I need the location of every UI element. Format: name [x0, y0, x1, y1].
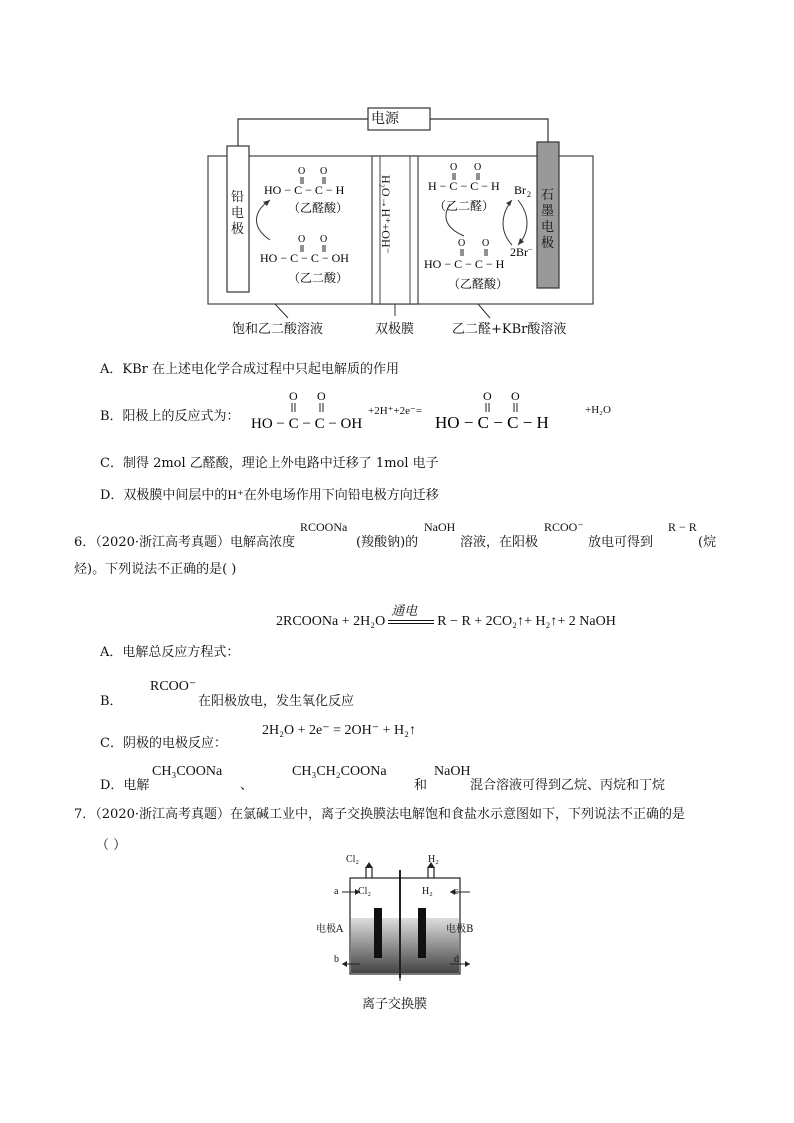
q6-option-d-f3: NaOH	[434, 764, 471, 779]
q6-option-a: A．电解总反应方程式：	[100, 645, 240, 660]
svg-text:O: O	[320, 234, 328, 245]
q7-label-c: c	[454, 886, 459, 897]
svg-text:O: O	[511, 389, 520, 403]
q6-option-d-f2: CH₃CH₂COONa	[292, 764, 387, 779]
q6-rr: R − R	[668, 520, 697, 534]
q5-option-b-mid: +2H⁺+2e⁻=	[368, 405, 423, 417]
q6-stem-c: 溶液，在阳极	[460, 535, 539, 550]
q6-stem-d: 放电可得到	[588, 535, 654, 550]
svg-text:HO − C − C − H: HO − C − C − H	[424, 257, 505, 271]
q5-option-b-suffix: +H₂O	[585, 404, 611, 416]
lead-electrode-label: 铅电极	[231, 190, 245, 237]
svg-text:HO − C − C − H: HO − C − C − H	[264, 183, 345, 197]
q5-option-c: C．制得 2mol 乙醛酸，理论上外电路中迁移了 1mol 电子	[100, 456, 439, 471]
q6-rcoona: RCOONa	[300, 520, 348, 534]
q6-stem-a: 6．（2020·浙江高考真题）电解高浓度	[74, 535, 295, 550]
q7-electrode-b: 电极B	[446, 924, 474, 935]
q6-equation: 2RCOONa + 2H₂O 通电 R − R + 2CO₂↑+ H₂↑+ 2 NaOH	[276, 603, 616, 629]
left-solution-label: 饱和乙二酸溶液	[232, 322, 324, 337]
q7-caption: 离子交换膜	[362, 997, 428, 1012]
glyoxylic-acid-right-label: （乙醛酸）	[448, 277, 509, 291]
q7-electrode-a: 电极A	[316, 924, 344, 935]
q5-option-d: D．双极膜中间层中的H⁺在外电场作用下向铅电极方向迁移	[100, 487, 439, 503]
glyoxylic-acid-label: （乙醛酸）	[288, 201, 349, 215]
svg-text:HO − C − C − OH: HO − C − C − OH	[260, 251, 349, 265]
svg-text:O: O	[474, 162, 482, 173]
q7-cl2-top: Cl₂	[346, 854, 359, 865]
electrolysis-cell-figure	[200, 100, 600, 340]
q6-option-d-f1: CH₃COONa	[152, 764, 223, 779]
q7-h2-inner: H₂	[422, 886, 433, 897]
svg-text:O: O	[317, 389, 326, 403]
svg-text:O: O	[320, 166, 328, 177]
right-solution-label: 乙二醛+KBr酸溶液	[452, 322, 567, 337]
q7-paren: （ ）	[96, 838, 127, 853]
q5-option-b-equation	[245, 386, 625, 436]
svg-text:Br: Br	[514, 183, 526, 197]
q6-option-b-text: 在阳极放电，发生氧化反应	[198, 694, 355, 709]
q6-option-c-formula: 2H₂O + 2e⁻ = 2OH⁻ + H₂↑	[262, 723, 416, 738]
q6-option-d-sep: 、	[240, 778, 254, 793]
oxalic-acid-label: （乙二酸）	[288, 271, 349, 285]
q7-h2-top: H₂	[428, 854, 439, 865]
q6-rcoo: RCOO⁻	[544, 520, 584, 534]
graphite-electrode-label: 石墨电极	[541, 188, 555, 251]
svg-text:O: O	[458, 238, 466, 249]
svg-text:H − C − C − H: H − C − C − H	[428, 179, 500, 193]
q5-option-a: A．KBr 在上述电化学合成过程中只起电解质的作用	[100, 362, 400, 377]
svg-text:O: O	[482, 238, 490, 249]
svg-text:2Br−: 2Br−	[510, 245, 533, 259]
q6-option-d-text: 混合溶液可得到乙烷、丙烷和丁烷	[470, 778, 666, 793]
q7-label-b: b	[334, 954, 339, 965]
q6-stem-b: (羧酸钠)的	[356, 535, 419, 550]
q7-label-d: d	[454, 954, 459, 965]
q6-option-c-label: C．阴极的电极反应：	[100, 736, 227, 751]
q6-option-d-and: 和	[414, 778, 428, 793]
q6-option-d-label: D．电解	[100, 778, 150, 793]
power-label: 电源	[371, 111, 399, 127]
svg-text:HO − C − C − OH: HO − C − C − OH	[251, 416, 363, 432]
svg-text:O: O	[298, 234, 306, 245]
q7-label-a: a	[334, 886, 339, 897]
svg-text:O: O	[298, 166, 306, 177]
q6-option-b-label: B．	[100, 694, 123, 709]
glyoxal-label: （乙二醛）	[434, 199, 495, 213]
q6-naoh: NaOH	[424, 520, 456, 534]
svg-text:HO − C − C − H: HO − C − C − H	[435, 413, 549, 432]
membrane-reaction-label: H₂O→H⁺+OH⁻	[379, 175, 393, 254]
q7-cl2-inner: Cl₂	[358, 886, 371, 897]
svg-text:O: O	[483, 389, 492, 403]
svg-text:O: O	[450, 162, 458, 173]
q5-option-b-prefix: B．阳极上的反应式为：	[100, 409, 240, 424]
q6-stem-e: (烷	[698, 535, 717, 550]
svg-text:2: 2	[527, 190, 531, 199]
q7-stem: 7．（2020·浙江高考真题）在氯碱工业中，离子交换膜法电解饱和食盐水示意图如下，下列说法不正确的是	[74, 807, 685, 822]
q6-stem-line2: 烃)。下列说法不正确的是( )	[74, 562, 237, 577]
svg-text:O: O	[289, 389, 298, 403]
q6-option-b-formula: RCOO⁻	[150, 679, 197, 694]
membrane-label: 双极膜	[375, 322, 415, 337]
